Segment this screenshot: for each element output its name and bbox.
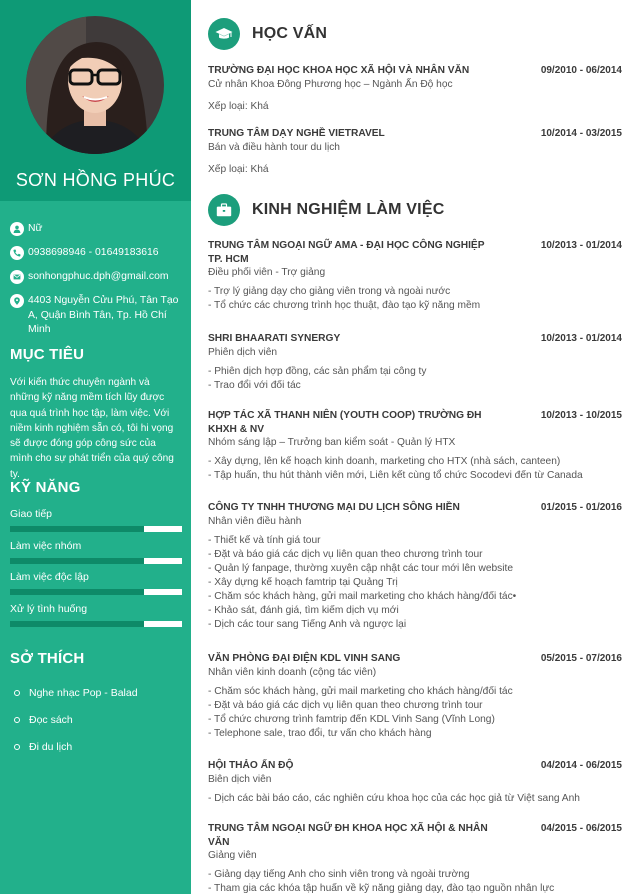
- education-entry: [208, 127, 622, 177]
- education-entry: [208, 64, 622, 114]
- hobby-item: [14, 706, 184, 733]
- entry-date: 05/2015 - 07/2016: [540, 653, 622, 664]
- entry-org: TRUNG TÂM NGOẠI NGỮ AMA - ĐẠI HỌC CÔNG NGHIỆP TP. HCM: [208, 240, 485, 265]
- user-icon: [10, 222, 24, 236]
- entry-role: Nhân viên điều hành: [208, 515, 302, 527]
- skill-bar: [10, 526, 182, 532]
- phone-icon: [10, 246, 24, 260]
- experience-entry: [208, 652, 622, 741]
- experience-entry: [208, 822, 622, 894]
- sidebar: [0, 0, 191, 894]
- entry-bullets: [208, 285, 622, 313]
- entry-org: HỘI THẢO ẤN ĐỘ: [208, 760, 294, 771]
- entry-detail: Xếp loại: Khá: [208, 163, 269, 175]
- entry-org: VĂN PHÒNG ĐẠI ĐIỆN KDL VINH SANG: [208, 653, 401, 664]
- entry-date: 10/2014 - 03/2015: [540, 128, 622, 139]
- skill-label: Làm việc độc lập: [10, 571, 89, 583]
- entry-date: 10/2013 - 10/2015: [540, 410, 622, 421]
- skill-fill: [10, 621, 144, 627]
- skill-item: [10, 571, 182, 603]
- objective-text: Với kiến thức chuyên ngành và những kỹ năng mềm tích lũy được qua quá trình học tập, làm việc. Với niềm kinh nghiệm sẵn có, tôi hi vọng sẽ được đóng góp công sức của mình cho sự phát triển của quý công ty.: [10, 377, 174, 480]
- hobbies-heading: SỞ THÍCH: [10, 650, 85, 667]
- entry-role: Nhân viên kinh doanh (cộng tác viên): [208, 666, 377, 678]
- entry-org: CÔNG TY TNHH THƯƠNG MẠI DU LỊCH SÔNG HIỀN: [208, 502, 460, 513]
- contact-email: [10, 270, 186, 285]
- skill-bar: [10, 558, 182, 564]
- entry-bullets: [208, 534, 622, 632]
- entry-role: Nhóm sáng lập – Trưởng ban kiểm soát - Quản lý HTX: [208, 437, 456, 448]
- skill-bar: [10, 589, 182, 595]
- entry-detail: Xếp loại: Khá: [208, 100, 269, 112]
- briefcase-icon: [208, 194, 240, 226]
- contact-address: [10, 294, 186, 338]
- entry-date: 10/2013 - 01/2014: [540, 240, 622, 251]
- entry-bullet: - Tham gia các khóa tập huấn về kỹ năng giảng dạy, đào tạo nguồn nhân lực: [208, 883, 555, 894]
- entry-bullet: - Quản lý fanpage, thường xuyên cập nhật các tour mới lên website: [208, 562, 514, 574]
- entry-bullet: - Dịch các tour sang Tiếng Anh và ngược lại: [208, 618, 407, 630]
- entry-bullet: - Chăm sóc khách hàng, gửi mail marketing cho khách hàng/đối tác: [208, 685, 513, 697]
- contact-phone: [10, 246, 186, 261]
- entry-bullet: - Trợ lý giảng dạy cho giảng viên trong và ngoài nước: [208, 286, 451, 297]
- entry-bullet: - Đặt và báo giá các dịch vụ liên quan theo chương trình tour: [208, 548, 483, 560]
- entry-bullets: [208, 868, 622, 894]
- entry-role: Phiên dịch viên: [208, 346, 278, 358]
- graduation-cap-icon: [208, 18, 240, 50]
- entry-bullet: - Giảng dạy tiếng Anh cho sinh viên trong và ngoài trường: [208, 869, 470, 880]
- hobbies-list: [14, 679, 184, 760]
- entry-bullet: - Đặt và báo giá các dịch vụ liên quan theo chương trình tour: [208, 699, 483, 711]
- entry-date: 04/2014 - 06/2015: [540, 760, 622, 771]
- entry-bullets: [208, 455, 622, 483]
- entry-org: TRUNG TÂM DẠY NGHỀ VIETRAVEL: [208, 128, 385, 139]
- entry-org: TRƯỜNG ĐẠI HỌC KHOA HỌC XÃ HỘI VÀ NHÂN VĂN: [208, 65, 470, 76]
- skill-bar: [10, 621, 182, 627]
- experience-entry: [208, 501, 622, 632]
- skill-fill: [10, 526, 144, 532]
- entry-bullet: - Xây dựng kế hoạch famtrip tại Quảng Trị: [208, 576, 398, 588]
- entry-bullets: [208, 685, 622, 741]
- email-icon: [10, 270, 24, 284]
- profile-name: SƠN HỒNG PHÚC: [15, 170, 176, 190]
- skills-heading: KỸ NĂNG: [10, 479, 81, 496]
- entry-bullet: - Tổ chức các chương trình học thuật, đào tạo kỹ năng mềm: [208, 300, 481, 311]
- entry-bullet: - Tập huấn, thu hút thành viên mới, Liên kết cùng tổ chức Socodevi đến từ Canada: [208, 470, 583, 481]
- entry-bullet: - Tổ chức chương trình famtrip đến KDL Vinh Sang (Vĩnh Long): [208, 713, 495, 725]
- bullet-circle-icon: [14, 744, 20, 750]
- entry-bullet: - Dịch các bài báo cáo, các nghiên cứu khoa học của các học giả từ Việt sang Anh: [208, 792, 580, 804]
- entry-bullet: - Telephone sale, trao đổi, tư vấn cho khách hàng: [208, 727, 432, 739]
- skill-label: Làm việc nhóm: [10, 539, 82, 552]
- entry-role: Cử nhân Khoa Đông Phương học – Ngành Ấn Độ học: [208, 78, 453, 90]
- entry-org: SHRI BHAARATI SYNERGY: [208, 333, 341, 344]
- hobby-text: Đọc sách: [29, 713, 73, 726]
- entry-bullets: [208, 365, 622, 393]
- skill-fill: [10, 558, 144, 564]
- profile-header: [0, 0, 191, 201]
- entry-role: Điều phối viên - Trợ giảng: [208, 267, 326, 278]
- education-section-header: [208, 18, 327, 50]
- entry-bullet: - Trao đổi với đối tác: [208, 379, 301, 391]
- entry-role: Bán và điều hành tour du lịch: [208, 141, 340, 153]
- skill-label: Xử lý tình huống: [10, 602, 88, 615]
- phone-text[interactable]: 0938698946 - 01649183616: [28, 247, 159, 258]
- entry-date: 04/2015 - 06/2015: [540, 823, 622, 834]
- skill-item: [10, 540, 182, 572]
- entry-bullet: - Phiên dịch hợp đồng, các sản phẩm tại công ty: [208, 365, 427, 377]
- entry-org: TRUNG TÂM NGOẠI NGỮ ĐH KHOA HỌC XÃ HỘI & NHÂN VĂN: [208, 823, 488, 848]
- hobby-text: Đi du lịch: [29, 740, 73, 753]
- entry-bullets: [208, 792, 622, 806]
- entry-role: Biên dịch viên: [208, 773, 272, 785]
- entry-org: HỢP TÁC XÃ THANH NIÊN (YOUTH COOP) TRƯỜNG ĐH KHXH & NV: [208, 410, 482, 435]
- skill-fill: [10, 589, 144, 595]
- entry-date: 01/2015 - 01/2016: [540, 502, 622, 513]
- email-text[interactable]: sonhongphuc.dph@gmail.com: [28, 271, 169, 282]
- objective-heading: MỤC TIÊU: [10, 346, 85, 363]
- entry-bullet: - Chăm sóc khách hàng, gửi mail marketing cho khách hàng/đối tác•: [208, 590, 517, 602]
- hobby-item: [14, 733, 184, 760]
- gender-text: Nữ: [28, 223, 43, 234]
- experience-entry: [208, 239, 622, 313]
- experience-title: KINH NGHIỆM LÀM VIỆC: [252, 201, 445, 218]
- skill-label: Giao tiếp: [10, 508, 53, 520]
- hobby-text: Nghe nhạc Pop - Balad: [29, 686, 138, 699]
- entry-date: 10/2013 - 01/2014: [540, 333, 622, 344]
- entry-role: Giảng viên: [208, 850, 257, 861]
- hobby-item: [14, 679, 184, 706]
- entry-bullet: - Khảo sát, đánh giá, tìm kiếm dịch vụ mới: [208, 604, 399, 616]
- entry-date: 09/2010 - 06/2014: [540, 65, 622, 76]
- skill-item: [10, 603, 182, 635]
- contact-gender: [10, 222, 186, 237]
- contact-list: [10, 222, 186, 347]
- experience-entry: [208, 759, 622, 806]
- experience-entry: [208, 332, 622, 393]
- skills-list: [10, 508, 182, 634]
- entry-bullet: - Xây dựng, lên kế hoạch kinh doanh, marketing cho HTX (nhà sách, canteen): [208, 456, 561, 467]
- bullet-circle-icon: [14, 717, 20, 723]
- bullet-circle-icon: [14, 690, 20, 696]
- profile-photo: [26, 16, 164, 154]
- experience-section-header: [208, 194, 444, 226]
- address-text: 4403 Nguyễn Cửu Phú, Tân Tạo A, Quận Bình Tân, Tp. Hồ Chí Minh: [28, 295, 179, 335]
- entry-bullet: - Thiết kế và tính giá tour: [208, 534, 321, 546]
- experience-entry: [208, 409, 622, 483]
- skill-item: [10, 508, 182, 540]
- map-pin-icon: [10, 294, 24, 308]
- education-title: HỌC VẤN: [252, 25, 328, 42]
